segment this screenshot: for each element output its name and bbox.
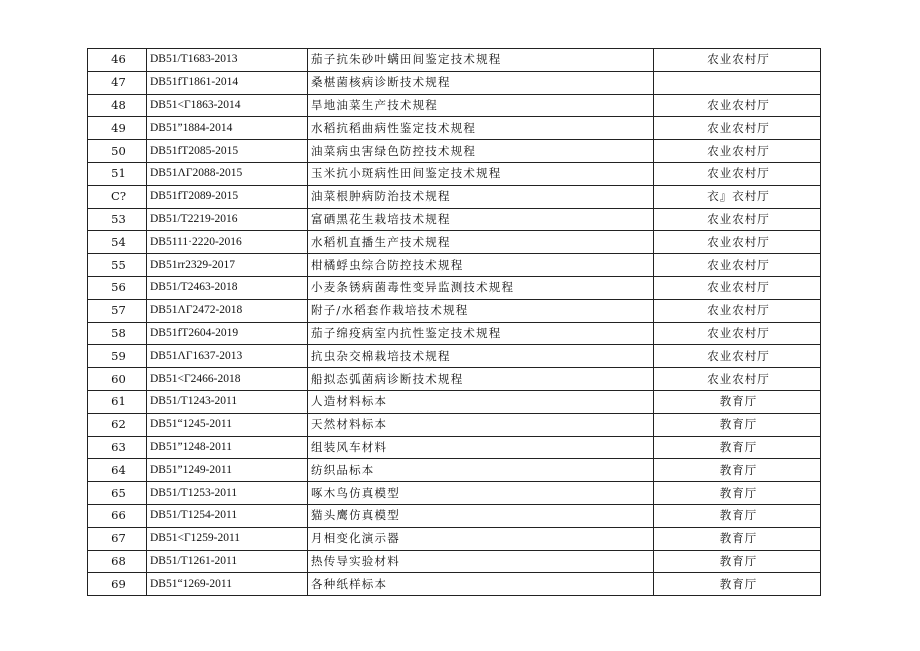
table-row: [88, 482, 821, 505]
table-row: [88, 117, 821, 140]
standard-code-cell: DB51“1269-2011: [147, 573, 308, 596]
standard-code-cell: DB51fT2089-2015: [147, 185, 308, 208]
standard-code-cell: DB51<Γ2466-2018: [147, 368, 308, 391]
standard-code-cell: DB51fT1861-2014: [147, 71, 308, 94]
row-number-cell: 69: [88, 573, 147, 596]
row-number-cell: 67: [88, 527, 147, 550]
standard-code-cell: DB51<Γ1863-2014: [147, 94, 308, 117]
table-row: [88, 550, 821, 573]
standard-code-cell: DB51/T1261-2011: [147, 550, 308, 573]
standards-table-body: [88, 49, 821, 596]
row-number-cell: 59: [88, 345, 147, 368]
table-row: [88, 436, 821, 459]
department-cell: 农业农村厅: [654, 208, 821, 231]
table-row: [88, 162, 821, 185]
department-cell: [654, 71, 821, 94]
standard-title-cell: 旱地油菜生产技术规程: [308, 94, 654, 117]
department-cell: 农业农村厅: [654, 368, 821, 391]
standard-code-cell: DB5111·2220-2016: [147, 231, 308, 254]
standard-title-cell: 各种纸样标本: [308, 573, 654, 596]
department-cell: 教育厅: [654, 459, 821, 482]
department-cell: 教育厅: [654, 527, 821, 550]
row-number-cell: 68: [88, 550, 147, 573]
department-cell: 农业农村厅: [654, 94, 821, 117]
standard-title-cell: 猫头鹰仿真模型: [308, 504, 654, 527]
standard-title-cell: 啄木鸟仿真模型: [308, 482, 654, 505]
table-row: [88, 276, 821, 299]
row-number-cell: 47: [88, 71, 147, 94]
table-row: [88, 254, 821, 277]
department-cell: 衣』衣村厅: [654, 185, 821, 208]
row-number-cell: 46: [88, 49, 147, 72]
row-number-cell: 61: [88, 390, 147, 413]
department-cell: 农业农村厅: [654, 276, 821, 299]
standard-title-cell: 水稻抗稻曲病性鉴定技术规程: [308, 117, 654, 140]
row-number-cell: C?: [88, 185, 147, 208]
standard-code-cell: DB51”1248-2011: [147, 436, 308, 459]
standard-title-cell: 富硒黑花生栽培技术规程: [308, 208, 654, 231]
department-cell: 农业农村厅: [654, 254, 821, 277]
table-row: [88, 231, 821, 254]
standard-title-cell: 玉米抗小斑病性田间鉴定技术规程: [308, 162, 654, 185]
standard-code-cell: DB51<Γ1259-2011: [147, 527, 308, 550]
department-cell: 教育厅: [654, 504, 821, 527]
table-row: [88, 504, 821, 527]
row-number-cell: 50: [88, 140, 147, 163]
row-number-cell: 54: [88, 231, 147, 254]
standard-title-cell: 茄子抗朱砂叶螨田间鉴定技术规程: [308, 49, 654, 72]
department-cell: 农业农村厅: [654, 231, 821, 254]
standards-table: [87, 48, 821, 596]
department-cell: 教育厅: [654, 413, 821, 436]
standard-code-cell: DB51fT2604-2019: [147, 322, 308, 345]
department-cell: 农业农村厅: [654, 140, 821, 163]
standard-title-cell: 茄子绵疫病室内抗性鉴定技术规程: [308, 322, 654, 345]
table-row: [88, 459, 821, 482]
standard-code-cell: DB51/T1253-2011: [147, 482, 308, 505]
department-cell: 教育厅: [654, 550, 821, 573]
standard-code-cell: DB51/T1243-2011: [147, 390, 308, 413]
department-cell: 农业农村厅: [654, 322, 821, 345]
row-number-cell: 51: [88, 162, 147, 185]
standard-title-cell: 油菜根肿病防治技术规程: [308, 185, 654, 208]
row-number-cell: 66: [88, 504, 147, 527]
row-number-cell: 58: [88, 322, 147, 345]
department-cell: 农业农村厅: [654, 117, 821, 140]
standard-code-cell: DB51/T2219-2016: [147, 208, 308, 231]
row-number-cell: 63: [88, 436, 147, 459]
row-number-cell: 49: [88, 117, 147, 140]
standard-title-cell: 船拟态弧菌病诊断技术规程: [308, 368, 654, 391]
department-cell: 教育厅: [654, 436, 821, 459]
standard-code-cell: DB51“1245-2011: [147, 413, 308, 436]
department-cell: 农业农村厅: [654, 49, 821, 72]
row-number-cell: 48: [88, 94, 147, 117]
standard-title-cell: 小麦条锈病菌毒性变异监测技术规程: [308, 276, 654, 299]
table-row: [88, 527, 821, 550]
department-cell: 农业农村厅: [654, 162, 821, 185]
table-row: [88, 390, 821, 413]
table-row: [88, 413, 821, 436]
row-number-cell: 57: [88, 299, 147, 322]
row-number-cell: 60: [88, 368, 147, 391]
standard-title-cell: 抗虫杂交棉栽培技术规程: [308, 345, 654, 368]
row-number-cell: 53: [88, 208, 147, 231]
row-number-cell: 55: [88, 254, 147, 277]
table-row: [88, 299, 821, 322]
department-cell: 农业农村厅: [654, 299, 821, 322]
row-number-cell: 56: [88, 276, 147, 299]
standard-title-cell: 柑橘蜉虫综合防控技术规程: [308, 254, 654, 277]
standard-code-cell: DB51ΛΓ1637-2013: [147, 345, 308, 368]
standard-code-cell: DB51ΛΓ2088-2015: [147, 162, 308, 185]
table-row: [88, 573, 821, 596]
row-number-cell: 65: [88, 482, 147, 505]
standard-title-cell: 组装风车材料: [308, 436, 654, 459]
department-cell: 教育厅: [654, 482, 821, 505]
standard-title-cell: 人造材料标本: [308, 390, 654, 413]
standard-code-cell: DB51/T1254-2011: [147, 504, 308, 527]
standard-code-cell: DB51fT2085-2015: [147, 140, 308, 163]
table-row: [88, 94, 821, 117]
row-number-cell: 62: [88, 413, 147, 436]
standard-code-cell: DB51”1884-2014: [147, 117, 308, 140]
standard-code-cell: DB51”1249-2011: [147, 459, 308, 482]
table-row: [88, 368, 821, 391]
department-cell: 教育厅: [654, 573, 821, 596]
standard-title-cell: 水稻机直播生产技术规程: [308, 231, 654, 254]
table-row: [88, 208, 821, 231]
department-cell: 教育厅: [654, 390, 821, 413]
table-row: [88, 345, 821, 368]
standard-title-cell: 纺织品标本: [308, 459, 654, 482]
department-cell: 农业农村厅: [654, 345, 821, 368]
table-row: [88, 140, 821, 163]
standard-code-cell: DB51rr2329-2017: [147, 254, 308, 277]
standard-title-cell: 附子/水稻套作栽培技术规程: [308, 299, 654, 322]
standard-code-cell: DB51/T1683-2013: [147, 49, 308, 72]
standard-title-cell: 月相变化演示器: [308, 527, 654, 550]
standard-title-cell: 天然材料标本: [308, 413, 654, 436]
standard-code-cell: DB51ΛΓ2472-2018: [147, 299, 308, 322]
standard-title-cell: 油菜病虫害绿色防控技术规程: [308, 140, 654, 163]
row-number-cell: 64: [88, 459, 147, 482]
table-row: [88, 185, 821, 208]
standard-title-cell: 桑椹菌核病诊断技术规程: [308, 71, 654, 94]
table-row: [88, 49, 821, 72]
table-row: [88, 71, 821, 94]
table-row: [88, 322, 821, 345]
standard-title-cell: 热传导实验材料: [308, 550, 654, 573]
standard-code-cell: DB51/T2463-2018: [147, 276, 308, 299]
